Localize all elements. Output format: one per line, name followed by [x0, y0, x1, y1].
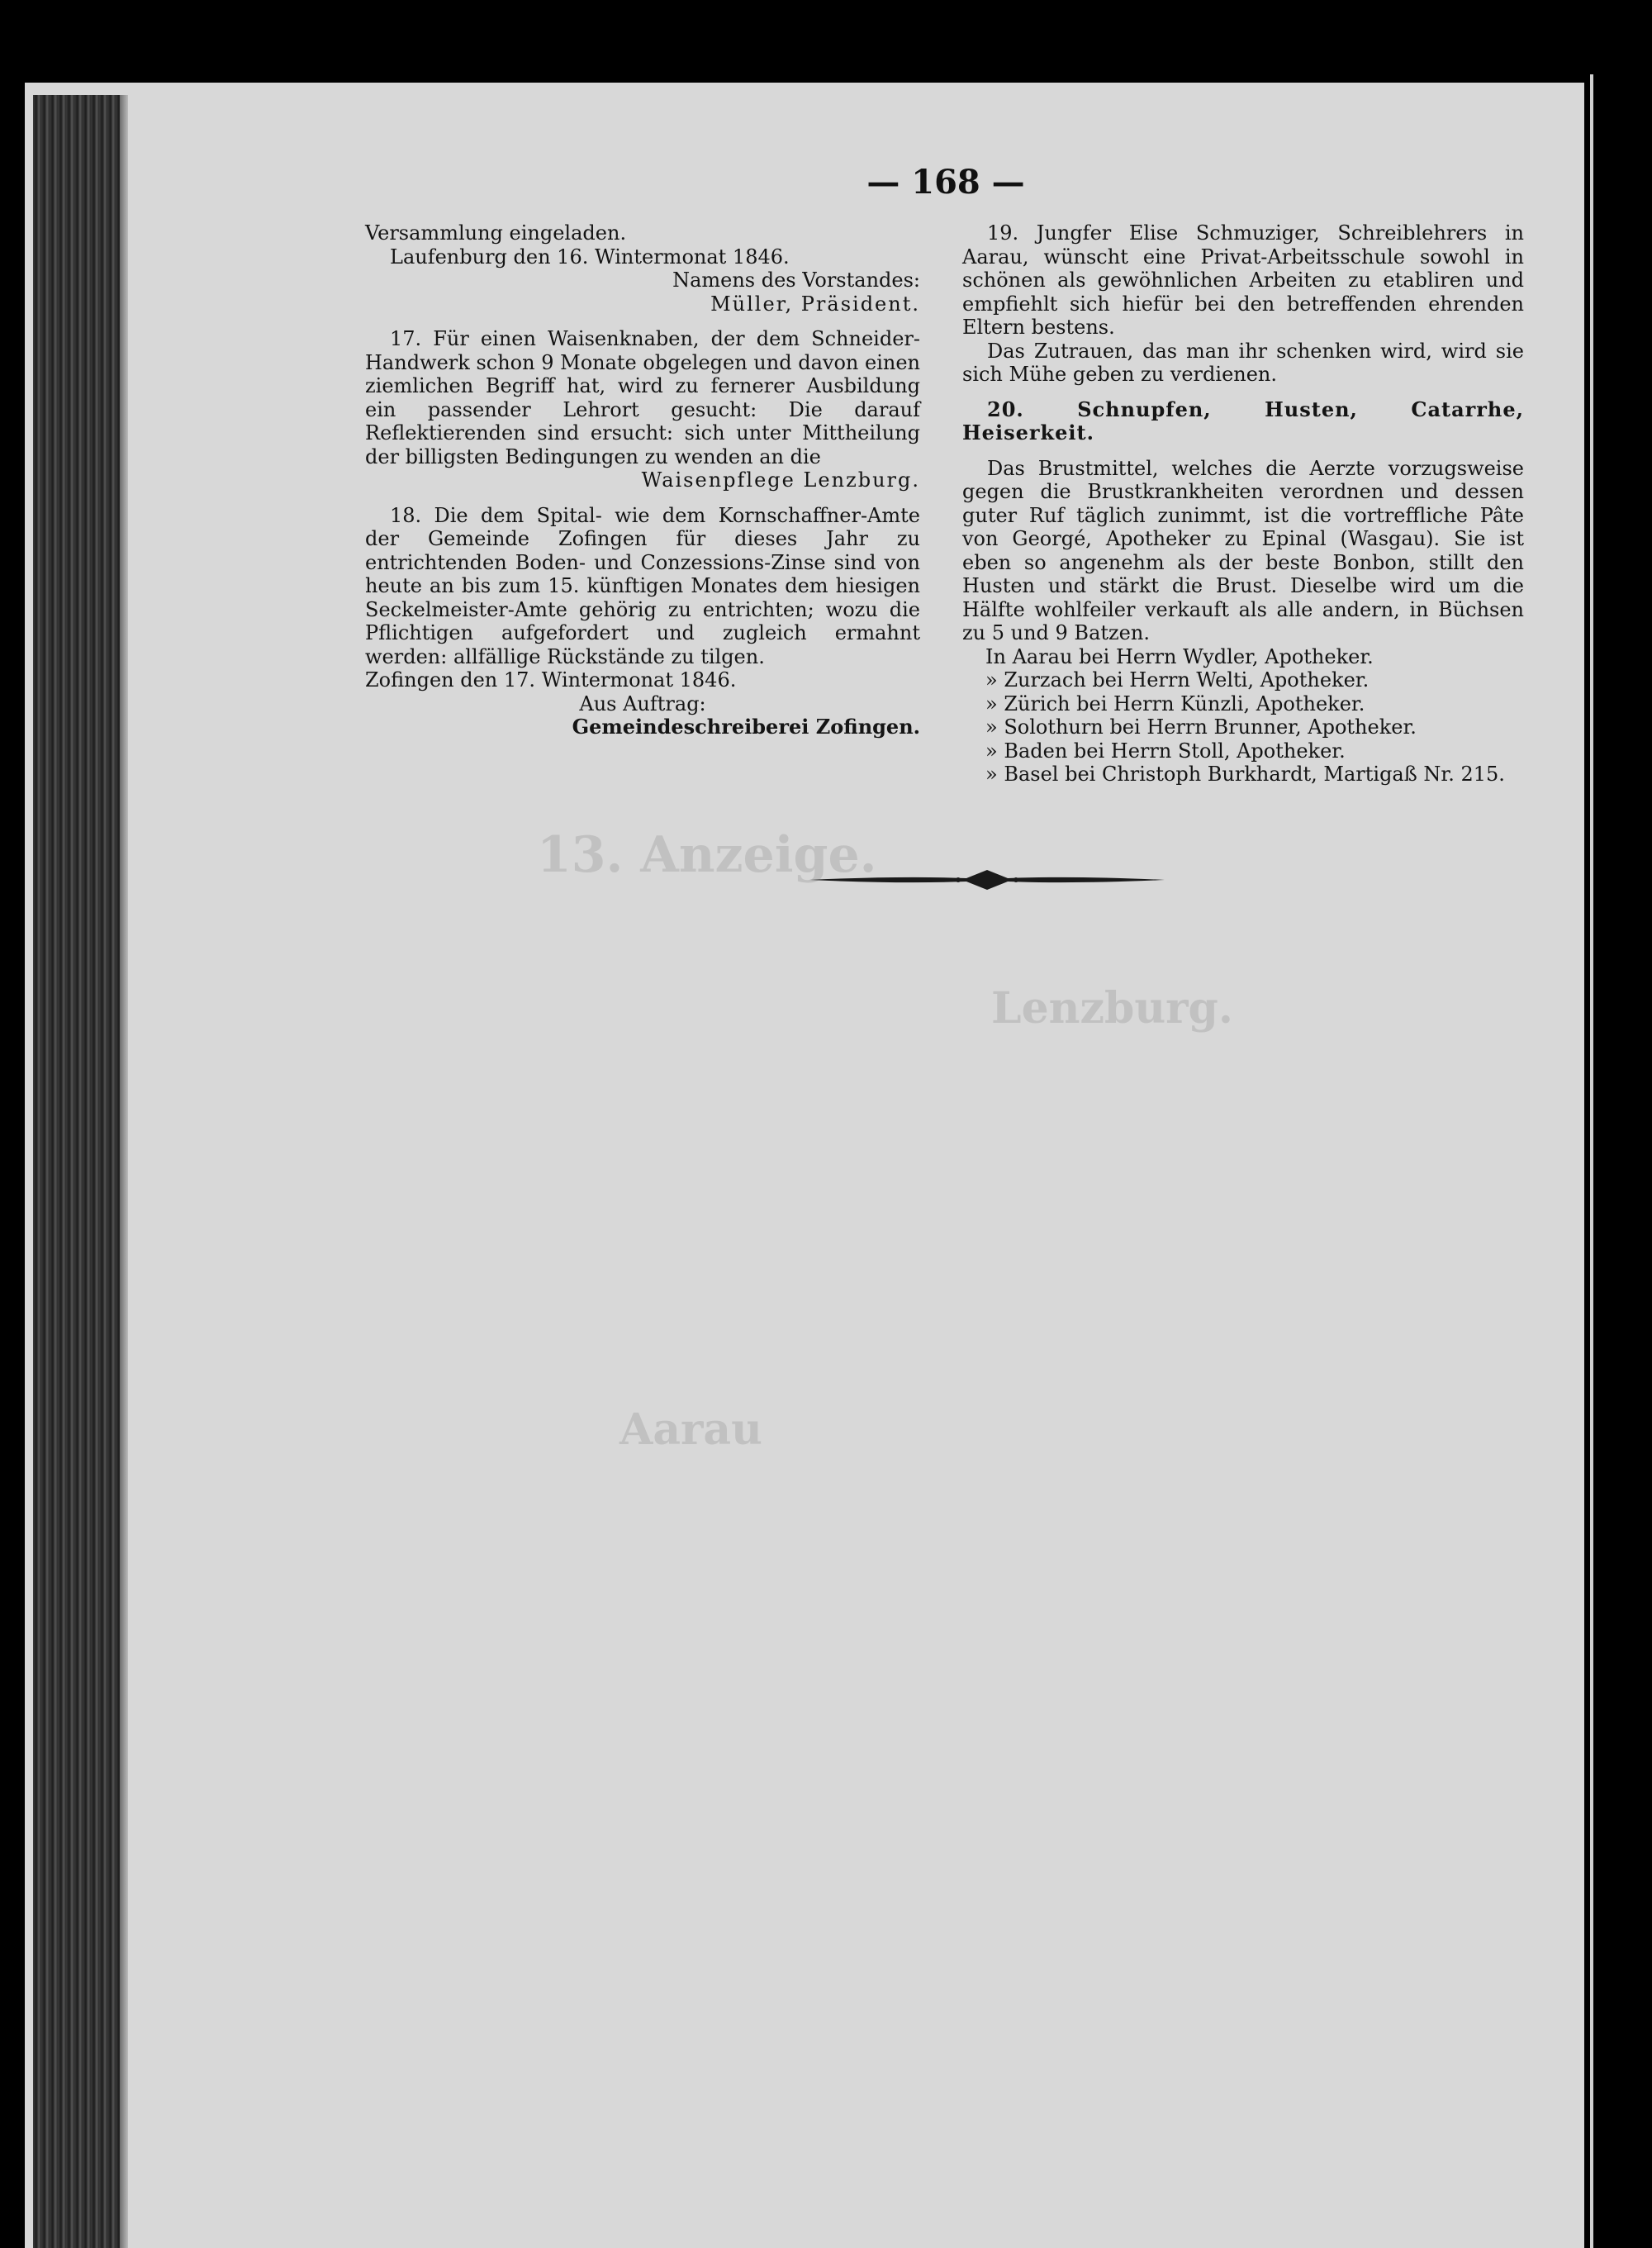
ornamental-rule-icon — [809, 863, 1165, 896]
signature: Waisenpflege Lenzburg. — [641, 468, 920, 492]
list-item: In Aarau bei Herrn Wydler, Apotheker. — [985, 644, 1374, 668]
book-binding — [33, 95, 120, 2248]
signature-label: Namens des Vorstandes: — [672, 269, 920, 292]
binding-shadow — [120, 95, 128, 2248]
notice-17: 17. Für einen Waisenknaben, der dem Schneider-Handwerk schon 9 Monate obgelegen und davon einen ziemlichen Begriff hat, wird zu fernerer Ausbildung ein passender Lehrort gesucht: Die darauf Reflektierenden sind ersucht: sich unter Mittheilung der billigsten Bedingungen zu wenden an die — [365, 327, 920, 468]
notice-19: 19. Jungfer Elise Schmuziger, Schreiblehrers in Aarau, wünscht eine Privat-Arbeitsschule sowohl in schönen als gewöhnlichen Arbeiten zu etabliren und empfiehlt sich hiefür bei den betreffenden ehrenden Eltern bestens. — [962, 221, 1524, 339]
notice-18: 18. Die dem Spital- wie dem Kornschaffner-Amte der Gemeinde Zofingen für dieses Jahr zu entrichtenden Boden- und Conzessions-Zinse sind von heute an bis zum 15. künftigen Monates dem hiesigen Seckelmeister-Amte gehörig zu entrichten; wozu die Pflichtigen aufgefordert und zugleich ermahnt werden: allfällige Rückstände zu tilgen. — [365, 503, 920, 668]
right-column — [962, 221, 1524, 787]
date-line: Laufenburg den 16. Wintermonat 1846. — [390, 245, 790, 269]
notice-19-continuation: Das Zutrauen, das man ihr schenken wird, wird sie sich Mühe geben zu verdienen. — [962, 339, 1524, 386]
bleed-through-text: 13. Anzeige. — [537, 826, 877, 884]
left-column — [365, 221, 920, 739]
signature: Gemeindeschreiberei Zofingen. — [572, 715, 920, 739]
list-item: » Basel bei Christoph Burkhardt, Martigaß Nr. 215. — [985, 763, 1505, 786]
bleed-through-text: Aarau — [620, 1404, 762, 1455]
list-item: » Baden bei Herrn Stoll, Apotheker. — [985, 739, 1346, 763]
signature: Müller, Präsident. — [710, 292, 920, 316]
list-item: » Zurzach bei Herrn Welti, Apotheker. — [985, 668, 1370, 692]
bleed-through-text: Lenzburg. — [991, 983, 1234, 1034]
date-line: Zofingen den 17. Wintermonat 1846. — [365, 668, 737, 692]
notice-20-body: Das Brustmittel, welches die Aerzte vorzugsweise gegen die Brustkrankheiten verordnen und dessen guter Ruf täglich zunimmt, ist die vortreffliche Pâte von Georgé, Apotheker zu Epinal (Wasgau). Sie ist eben so angenehm als der beste Bonbon, stillt den Husten und stärkt die Brust. Dieselbe wird um die Hälfte wohlfeiler verkauft als alle andern, in Büchsen zu 5 und 9 Batzen. — [962, 456, 1524, 644]
text-line: Versammlung eingeladen. — [365, 221, 627, 245]
list-item: » Solothurn bei Herrn Brunner, Apotheker. — [985, 715, 1417, 739]
adjacent-page-line — [1590, 74, 1593, 2248]
adjacent-page-edge — [1584, 74, 1652, 2248]
page-number: — 168 — — [866, 163, 1025, 202]
notice-20-heading: 20. Schnupfen, Husten, Catarrhe, Heiserkeit. — [962, 397, 1524, 444]
signature-label: Aus Auftrag: — [579, 692, 706, 715]
list-item: » Zürich bei Herrn Künzli, Apotheker. — [985, 692, 1365, 715]
